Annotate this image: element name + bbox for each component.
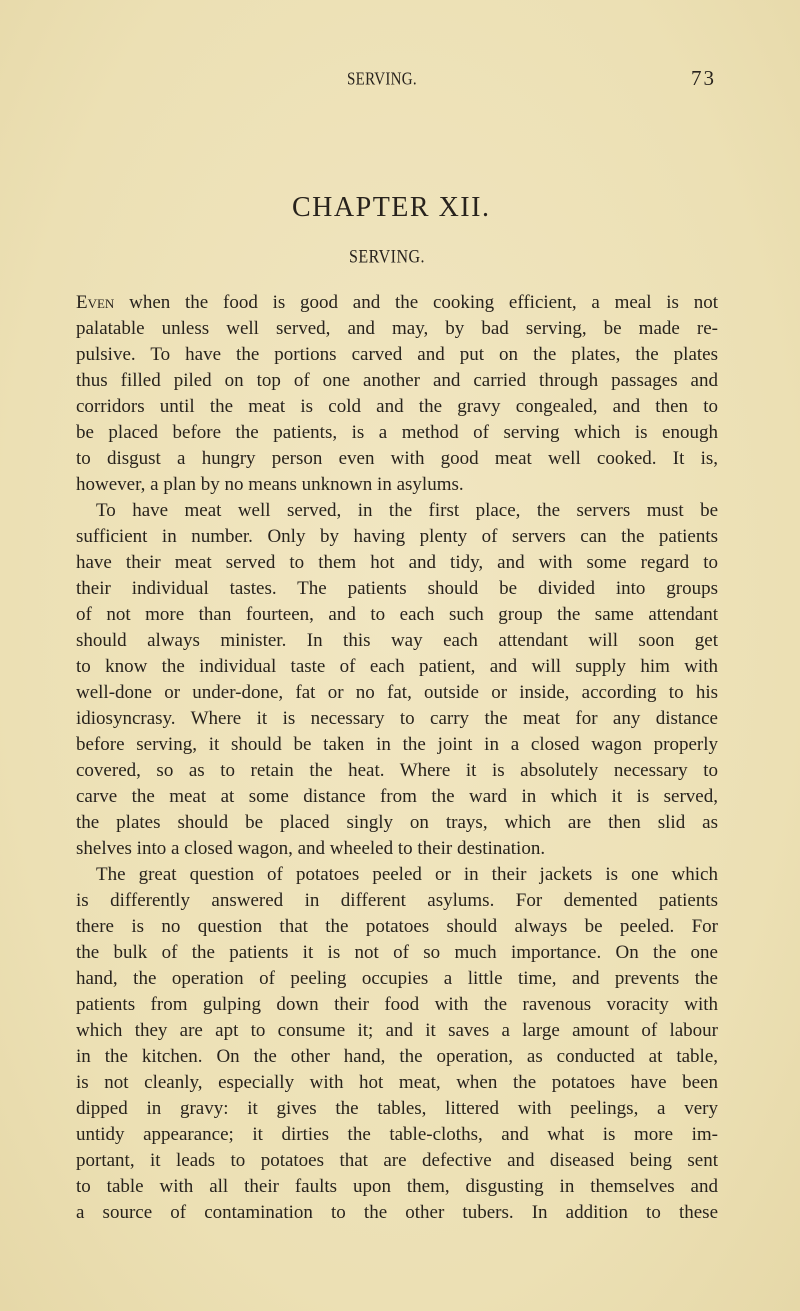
running-title: SERVING.	[347, 70, 417, 90]
text-line: covered, so as to retain the heat. Where it is absolutely necessary to	[76, 760, 718, 781]
text-line: corridors until the meat is cold and the gravy congealed, and then to	[76, 396, 718, 417]
text-line: is differently answered in different asylums. For demented patients	[76, 890, 718, 911]
section-title: SERVING.	[349, 247, 426, 268]
text-line: idiosyncrasy. Where it is necessary to carry the meat for any distance	[76, 708, 718, 729]
text-line: be placed before the patients, is a method of serving which is enough	[76, 422, 718, 443]
text-line: a source of contamination to the other tubers. In addition to these	[76, 1202, 718, 1223]
text-line: the plates should be placed singly on trays, which are then slid as	[76, 812, 718, 833]
text-line: is not cleanly, especially with hot meat, when the potatoes have been	[76, 1072, 718, 1093]
text-line: palatable unless well served, and may, by bad serving, be made re-	[76, 318, 718, 339]
text-line: to table with all their faults upon them, disgusting in themselves and	[76, 1176, 718, 1197]
text-line: which they are apt to consume it; and it saves a large amount of labour	[76, 1020, 718, 1041]
text-line: well-done or under-done, fat or no fat, outside or inside, according to his	[76, 682, 718, 703]
drop-word: Even	[76, 292, 115, 313]
text-line: in the kitchen. On the other hand, the operation, as conducted at table,	[76, 1046, 718, 1067]
text-line: sufficient in number. Only by having plenty of servers can the patients	[76, 526, 718, 547]
text-line-content: when the food is good and the cooking efficient, a meal is not	[114, 292, 718, 313]
text-line: to disgust a hungry person even with good meat well cooked. It is,	[76, 448, 718, 469]
text-line: before serving, it should be taken in the joint in a closed wagon properly	[76, 734, 718, 755]
text-line: patients from gulping down their food with the ravenous voracity with	[76, 994, 718, 1015]
chapter-title: CHAPTER XII.	[292, 192, 491, 223]
text-line: there is no question that the potatoes should always be peeled. For	[76, 916, 718, 937]
text-line: untidy appearance; it dirties the table-cloths, and what is more im-	[76, 1124, 718, 1145]
text-line: have their meat served to them hot and tidy, and with some regard to	[76, 552, 718, 573]
text-line: however, a plan by no means unknown in asylums.	[76, 474, 464, 495]
text-line: carve the meat at some distance from the ward in which it is served,	[76, 786, 718, 807]
text-line: hand, the operation of peeling occupies a little time, and prevents the	[76, 968, 718, 989]
text-line: their individual tastes. The patients should be divided into groups	[76, 578, 718, 599]
text-line: should always minister. In this way each attendant will soon get	[76, 630, 718, 651]
text-line: portant, it leads to potatoes that are defective and diseased being sent	[76, 1150, 718, 1171]
text-line: To have meat well served, in the first place, the servers must be	[96, 500, 718, 521]
running-head	[0, 66, 800, 92]
text-line: thus filled piled on top of one another and carried through passages and	[76, 370, 718, 391]
text-line: of not more than fourteen, and to each such group the same attendant	[76, 604, 718, 625]
text-line: pulsive. To have the portions carved and put on the plates, the plates	[76, 344, 718, 365]
text-line	[76, 290, 718, 316]
text-line: the bulk of the patients it is not of so much importance. On the one	[76, 942, 718, 963]
text-line: to know the individual taste of each patient, and will supply him with	[76, 656, 718, 677]
body-text	[76, 290, 718, 1226]
page-number: 73	[691, 66, 716, 90]
text-line: shelves into a closed wagon, and wheeled to their destination.	[76, 838, 546, 859]
text-line: dipped in gravy: it gives the tables, littered with peelings, a very	[76, 1098, 718, 1119]
text-line: The great question of potatoes peeled or in their jackets is one which	[96, 864, 718, 885]
